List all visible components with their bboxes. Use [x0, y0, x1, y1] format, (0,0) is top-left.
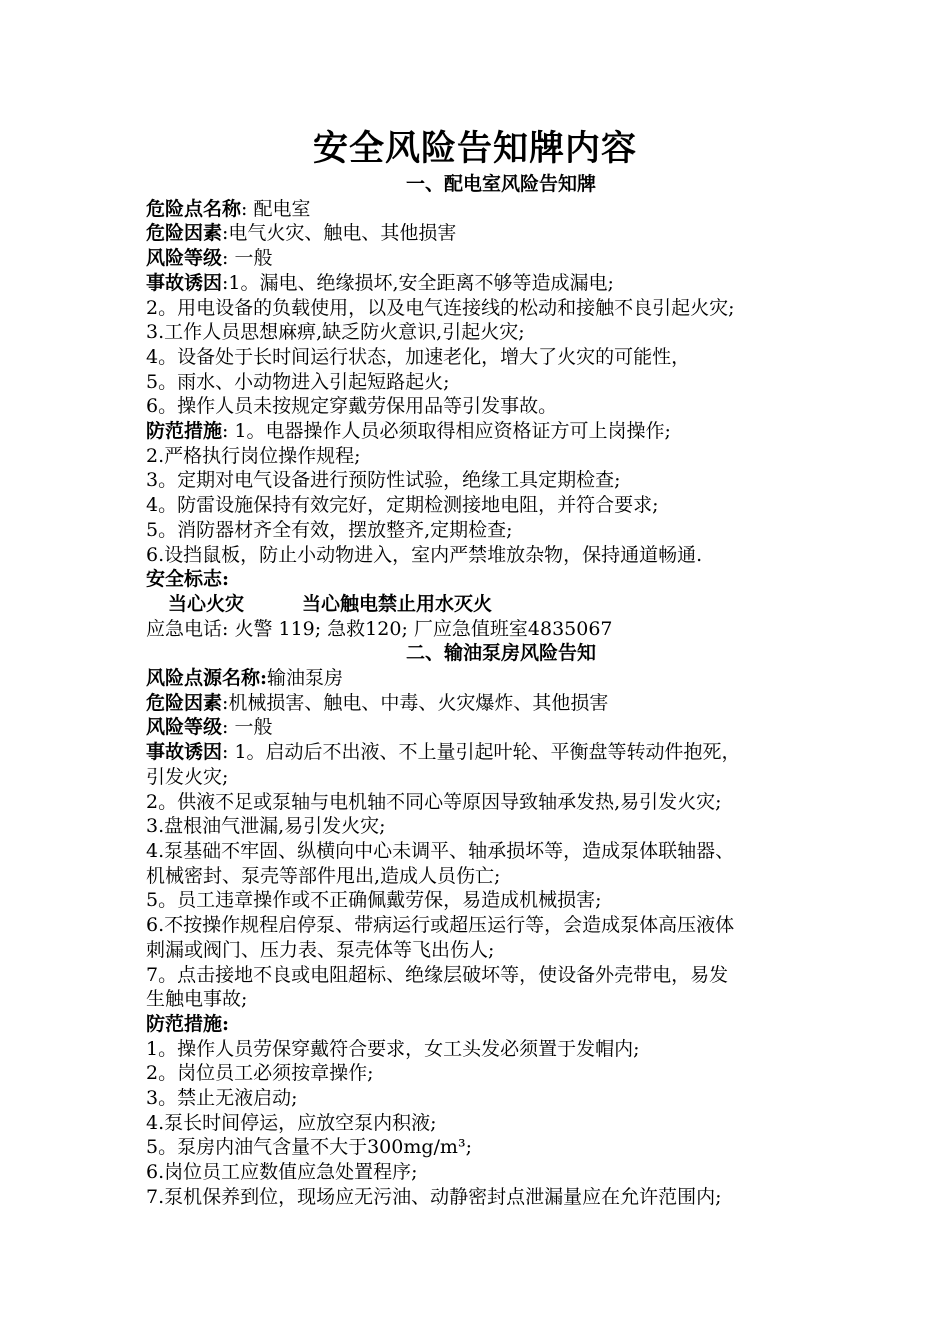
section1-cause-line: :1。漏电、绝缘损坏,安全距离不够等造成漏电; — [222, 271, 614, 294]
section2-name-label: 风险点源名称: — [146, 667, 268, 690]
section2-level-value: 一般 — [234, 716, 273, 739]
section2-heading: 二、输油泵房风险告知 — [405, 642, 596, 665]
section2-measure-label: 防范措施: — [146, 1012, 230, 1035]
section2-level-label: 风险等级 — [146, 716, 223, 739]
section1-cause-line: 3.工作人员思想麻痹,缺乏防火意识,引起火灾; — [146, 321, 525, 344]
section2-factor-value: 机械损害、触电、中毒、火灾爆炸、其他损害 — [228, 691, 609, 714]
section1-level-value: 一般 — [234, 247, 273, 270]
section1-name-value: 配电室 — [253, 197, 311, 220]
sign-electric-warning: 当心触电禁止用水灭火 — [302, 592, 493, 615]
section1-factor-label: 危险因素 — [146, 222, 223, 245]
section2-cause-line: 4.泵基础不牢固、纵横向中心未调平、轴承损坏等，造成泵体联轴器、 — [146, 839, 735, 862]
section1-cause-line: 4。设备处于长时间运行状态，加速老化，增大了火灾的可能性， — [146, 345, 691, 368]
document-content — [146, 172, 856, 1210]
section2-level-sep: : — [222, 716, 235, 739]
section1-measure-line: 3。定期对电气设备进行预防性试验，绝缘工具定期检查; — [146, 469, 621, 492]
section1-cause-line: 5。雨水、小动物进入引起短路起火; — [146, 370, 450, 393]
section1-level-row — [146, 246, 856, 271]
section1-measure-line: : 1。电器操作人员必须取得相应资格证方可上岗操作; — [222, 420, 671, 443]
section1-level-label: 风险等级 — [146, 247, 223, 270]
section2-cause-line: 6.不按操作规程启停泵、带病运行或超压运行等，会造成泵体高压液体 — [146, 914, 735, 937]
section1-signs-row — [146, 592, 856, 617]
section2-level-row — [146, 715, 856, 740]
section1-measure-line: 6.设挡鼠板，防止小动物进入，室内严禁堆放杂物，保持通道畅通. — [146, 543, 703, 566]
section1-measure-line: 5。消防器材齐全有效，摆放整齐,定期检查; — [146, 518, 513, 541]
section2-factor-sep: : — [222, 691, 229, 714]
section1-factor-row — [146, 221, 856, 246]
section2-cause-label: 事故诱因 — [146, 741, 223, 764]
section2-cause-line: 5。员工违章操作或不正确佩戴劳保，易造成机械损害; — [146, 889, 602, 912]
section1-measure-line: 4。防雷设施保持有效完好，定期检测接地电阻，并符合要求; — [146, 494, 659, 517]
section2-measure-line: 3。禁止无液启动; — [146, 1087, 298, 1110]
section1-cause-row — [146, 271, 856, 296]
section2-measure-line: 6.岗位员工应数值应急处置程序; — [146, 1161, 418, 1184]
section2-cause-line: 引发火灾; — [146, 765, 229, 788]
section2-measure-line: 1。操作人员劳保穿戴符合要求，女工头发必须置于发帽内; — [146, 1037, 640, 1060]
section2-cause-line: 7。点击接地不良或电阻超标、绝缘层破坏等，使设备外壳带电，易发 — [146, 963, 729, 986]
section2-cause-line: 3.盘根油气泄漏,易引发火灾; — [146, 815, 386, 838]
section2-name-row — [146, 666, 856, 691]
section1-level-sep: : — [222, 247, 235, 270]
section1-signs-label: 安全标志: — [146, 568, 230, 591]
section1-measure-line: 2.严格执行岗位操作规程; — [146, 444, 361, 467]
section1-name-row — [146, 197, 856, 222]
section2-cause-line: 刺漏或阀门、压力表、泵壳体等飞出伤人; — [146, 938, 495, 961]
section2-factor-row — [146, 691, 856, 716]
section1-cause-label: 事故诱因 — [146, 271, 223, 294]
section2-measure-line: 4.泵长时间停运，应放空泵内积液; — [146, 1111, 437, 1134]
section2-measure-line: 5。泵房内油气含量不大于300mg/m³; — [146, 1136, 472, 1159]
section2-factor-label: 危险因素 — [146, 691, 223, 714]
section2-cause-line: 机械密封、泵壳等部件甩出,造成人员伤亡; — [146, 864, 501, 887]
sign-fire-warning: 当心火灾 — [168, 592, 245, 615]
section1-emergency-phone: 应急电话: 火警 119; 急救120; 厂应急值班室4835067 — [146, 617, 613, 640]
section2-cause-row — [146, 740, 856, 765]
section1-cause-line: 2。用电设备的负载使用，以及电气连接线的松动和接触不良引起火灾; — [146, 296, 735, 319]
section2-name-value: 输油泵房 — [267, 667, 344, 690]
section1-name-sep: : — [241, 197, 254, 220]
section2-measure-line: 7.泵机保养到位，现场应无污油、动静密封点泄漏量应在允许范围内; — [146, 1185, 722, 1208]
document-title: 安全风险告知牌内容 — [312, 128, 637, 169]
section2-measure-line: 2。岗位员工必须按章操作; — [146, 1062, 374, 1085]
section1-measure-row — [146, 419, 856, 444]
section1-heading: 一、配电室风险告知牌 — [405, 173, 596, 195]
section2-cause-line: : 1。启动后不出液、不上量引起叶轮、平衡盘等转动件抱死， — [222, 741, 741, 764]
section1-factor-sep: : — [222, 222, 229, 245]
section2-cause-line: 生触电事故; — [146, 988, 248, 1011]
section2-cause-line: 2。供液不足或泵轴与电机轴不同心等原因导致轴承发热,易引发火灾; — [146, 790, 722, 813]
section1-factor-value: 电气火灾、触电、其他损害 — [228, 222, 457, 245]
section1-name-label: 危险点名称 — [146, 197, 242, 220]
section1-measure-label: 防范措施 — [146, 420, 223, 443]
section1-cause-line: 6。操作人员未按规定穿戴劳保用品等引发事故。 — [146, 395, 558, 418]
